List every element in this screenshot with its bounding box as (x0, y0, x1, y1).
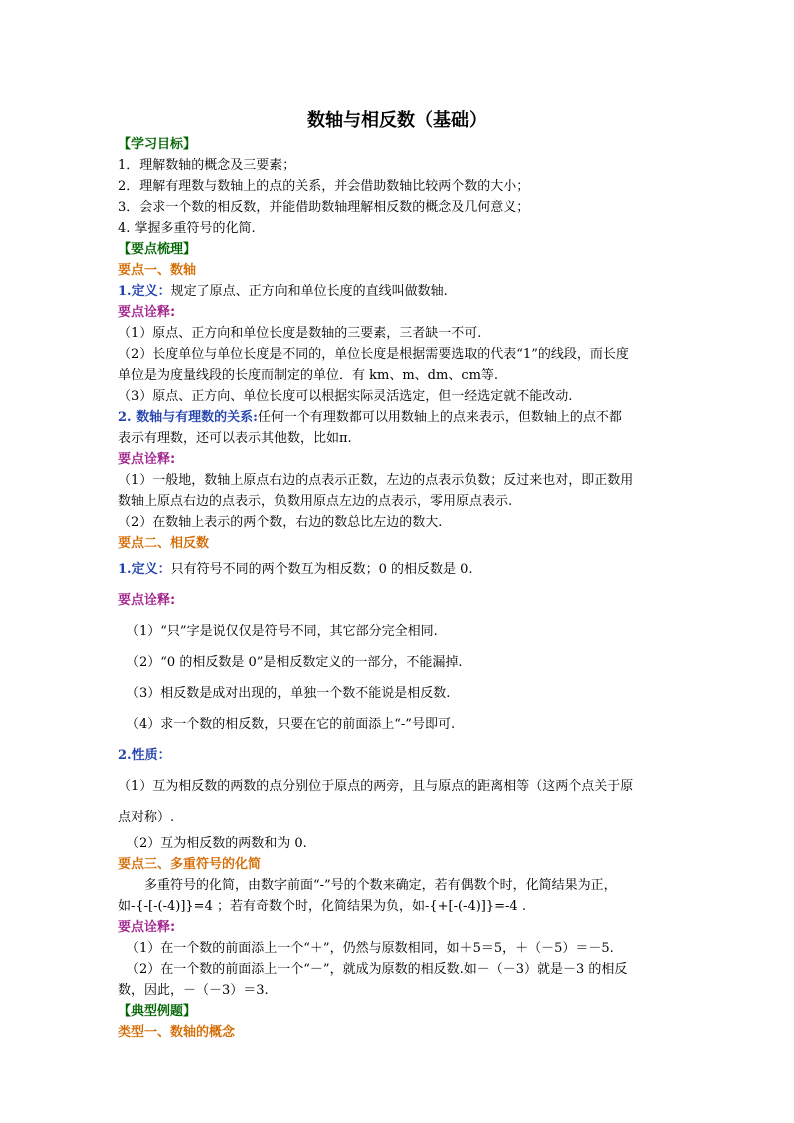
relation-text: 任何一个有理数都可以用数轴上的点来表示，但数轴上的点不都 (257, 410, 622, 425)
section-examples: 【典型例题】 (118, 1004, 197, 1019)
document-body (118, 134, 678, 1043)
property-line: （1）互为相反数的两数的点分别位于原点的两旁，且与原点的距离相等（这两个点关于原 (118, 779, 634, 794)
point3-text-cont: 如-{-[-(-4)]}=4 ；若有奇数个时，化简结果为负，如-{+[-(-4)]}=-4 . (118, 899, 526, 914)
note-line: （4）求一个数的相反数，只要在它的前面添上“-”号即可. (126, 717, 456, 732)
note-label: 要点诠释: (118, 593, 176, 608)
goal-item: 3．会求一个数的相反数，并能借助数轴理解相反数的概念及几何意义； (118, 200, 530, 215)
definition-label: 1.定义： (118, 562, 171, 577)
definition-text: 规定了原点、正方向和单位长度的直线叫做数轴. (170, 284, 448, 299)
note-line: （1）一般地，数轴上原点右边的点表示正数，左边的点表示负数；反过来也对，即正数用 (118, 473, 634, 488)
note-line: （2）在一个数的前面添上一个“－”，就成为原数的相反数.如－（－3）就是－3 的相反 (126, 962, 628, 977)
point1-relation (118, 407, 678, 428)
section-learning-goals: 【学习目标】 (118, 137, 197, 152)
note-line: （2）长度单位与单位长度是不同的，单位长度是根据需要选取的代表“1”的线段，而长度 (118, 347, 629, 362)
type1-heading: 类型一、数轴的概念 (118, 1025, 236, 1040)
point3-text: 多重符号的化简，由数字前面“-”号的个数来确定，若有偶数个时，化简结果为正， (144, 878, 617, 893)
definition-text: 只有符号不同的两个数互为相反数；0 的相反数是 0. (170, 562, 473, 577)
definition-label: 1.定义： (118, 284, 171, 299)
page-title: 数轴与相反数（基础） (307, 110, 487, 131)
note-line: （1）在一个数的前面添上一个“＋”，仍然与原数相同，如＋5＝5，＋（－5）＝－5. (126, 941, 614, 956)
note-line: 数轴上原点右边的点表示，负数用原点左边的点表示，零用原点表示. (118, 494, 513, 509)
note-line: （2）在数轴上表示的两个数，右边的数总比左边的数大. (118, 515, 443, 530)
property-label: 2.性质： (118, 748, 171, 763)
note-line: 单位是为度量线段的长度而制定的单位．有 km、m、dm、cm等. (118, 368, 499, 383)
section-key-points: 【要点梳理】 (118, 242, 197, 257)
note-line: （3）原点、正方向、单位长度可以根据实际灵活选定，但一经选定就不能改动. (118, 389, 573, 404)
note-line: （1）“只”字是说仅仅是符号不同，其它部分完全相同. (126, 624, 438, 639)
relation-text-cont: 表示有理数，还可以表示其他数，比如π. (118, 431, 352, 446)
note-line: 数，因此，－（－3）＝3. (118, 983, 269, 998)
relation-label: 2. 数轴与有理数的关系: (118, 410, 258, 425)
point3-heading: 要点三、多重符号的化简 (118, 857, 262, 872)
note-line: （3）相反数是成对出现的，单独一个数不能说是相反数. (126, 686, 451, 701)
property-line: （2）互为相反数的两数和为 0. (126, 836, 307, 851)
note-line: （2）“0 的相反数是 0”是相反数定义的一部分，不能漏掉. (126, 655, 463, 670)
point2-heading: 要点二、相反数 (118, 536, 210, 551)
note-line: （1）原点、正方向和单位长度是数轴的三要素，三者缺一不可. (118, 326, 482, 341)
point2-definition (118, 554, 678, 585)
point1-heading: 要点一、数轴 (118, 263, 197, 278)
goal-item: 4. 掌握多重符号的化简. (118, 221, 256, 236)
goal-item: 2．理解有理数与数轴上的点的关系，并会借助数轴比较两个数的大小； (118, 179, 530, 194)
note-label: 要点诠释: (118, 452, 176, 467)
property-line: 点对称）. (118, 810, 175, 825)
note-label: 要点诠释: (118, 305, 176, 320)
note-label: 要点诠释: (118, 920, 176, 935)
point1-definition (118, 281, 678, 302)
goal-item: 1．理解数轴的概念及三要素； (118, 158, 296, 173)
